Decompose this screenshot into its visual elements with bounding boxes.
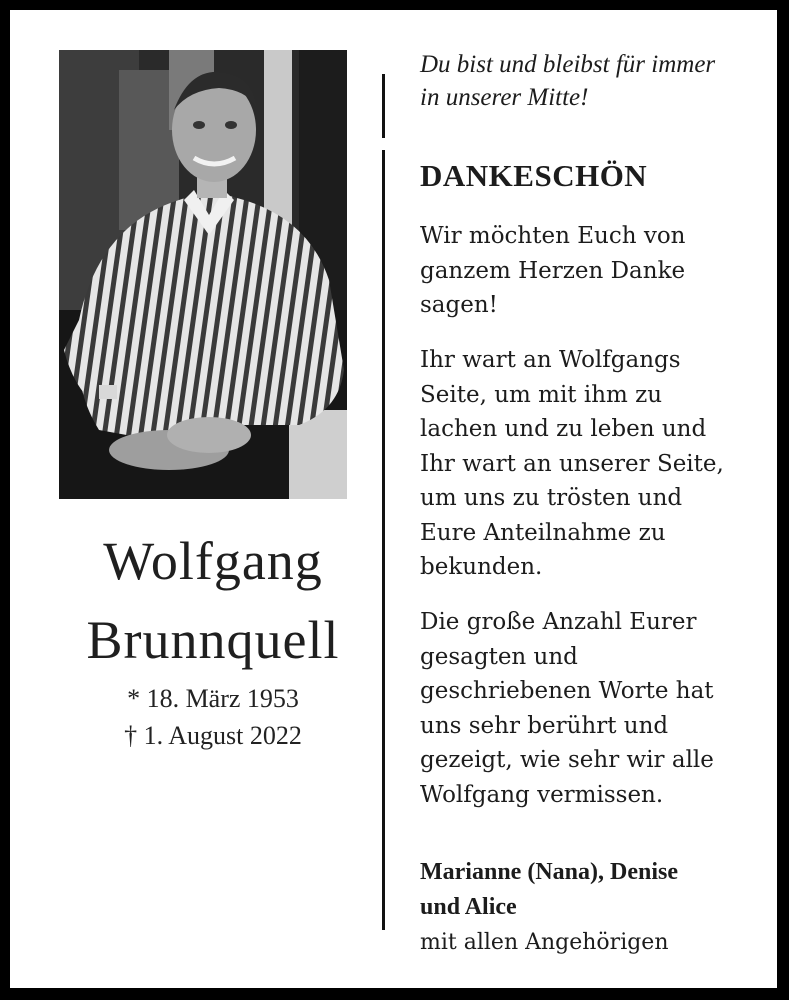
text-line: Ihr wart an unserer Seite, [420, 450, 724, 477]
text-line: Die große Anzahl Eurer [420, 609, 697, 635]
paragraph-support [420, 343, 770, 585]
text-line: gesagten und [420, 643, 578, 670]
signature [420, 855, 770, 960]
text-line: ganzem Herzen Danke [420, 257, 686, 284]
obituary-card [10, 10, 777, 988]
paragraph-words [420, 605, 770, 812]
last-name: Brunnquell [86, 610, 340, 670]
text-line: Wolfgang vermissen. [420, 781, 664, 808]
portrait-photo [59, 50, 347, 499]
text-line: Seite, um mit ihm zu [420, 381, 663, 408]
motto-line: in unserer Mitte! [420, 84, 589, 111]
motto [420, 48, 770, 114]
text-line: um uns zu trösten und [420, 485, 683, 511]
text-line: uns sehr berührt und [420, 712, 669, 739]
signature-relatives: mit allen Angehörigen [420, 930, 669, 955]
text-line: Ihr wart an Wolfgangs [420, 347, 681, 373]
death-date: † 1. August 2022 [124, 721, 302, 750]
divider-main [382, 150, 385, 930]
text-line: bekunden. [420, 554, 543, 580]
divider-top [382, 74, 385, 138]
signature-names: und Alice [420, 894, 517, 920]
heading: DANKESCHÖN [420, 158, 648, 193]
paragraph-thanks [420, 219, 770, 323]
text-line: Wir möchten Euch von [420, 223, 686, 249]
text-line: gezeigt, wie sehr wir alle [420, 747, 714, 773]
text-line: sagen! [420, 292, 498, 318]
first-name: Wolfgang [103, 531, 323, 591]
signature-names: Marianne (Nana), Denise [420, 859, 678, 885]
birth-date: * 18. März 1953 [127, 684, 299, 713]
text-line: lachen und zu leben und [420, 416, 707, 442]
motto-line: Du bist und bleibst für immer [420, 51, 716, 78]
text-line: Eure Anteilnahme zu [420, 519, 666, 546]
text-line: geschriebenen Worte hat [420, 678, 714, 704]
portrait-image [59, 50, 347, 499]
